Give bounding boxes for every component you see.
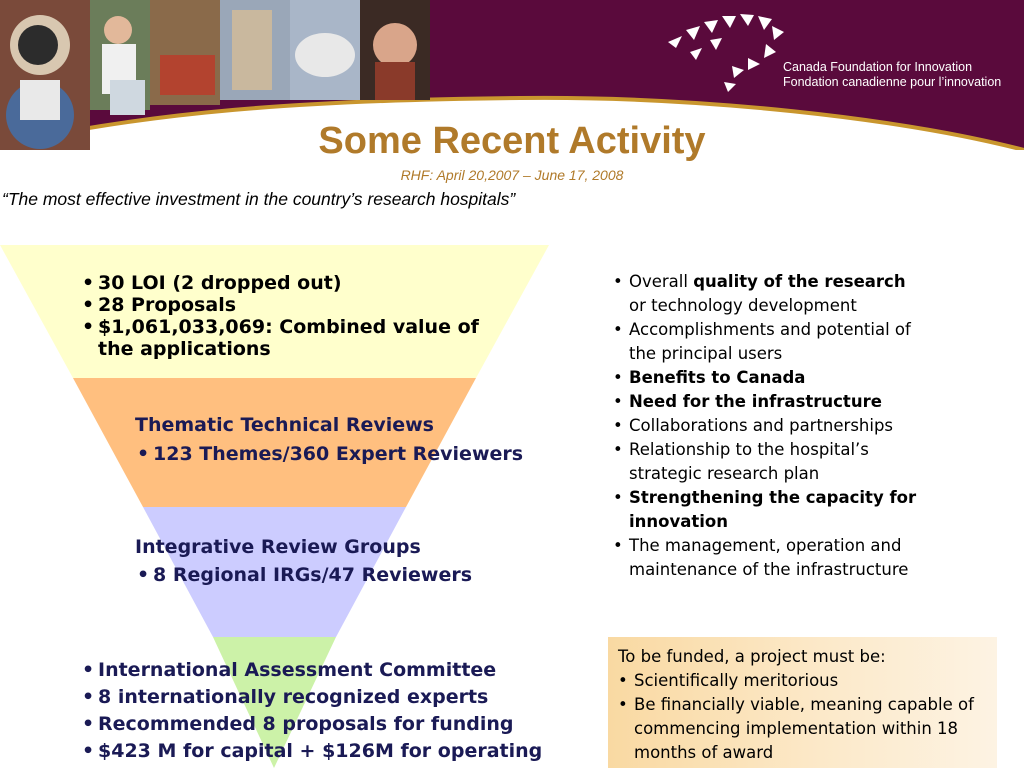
list-item: • Recommended 8 proposals for funding [82, 711, 602, 738]
list-item: • 28 Proposals [82, 294, 502, 316]
org-name-fr: Fondation canadienne pour l’innovation [783, 75, 1002, 89]
criteria-item: • Accomplishments and potential of the principal users [613, 318, 923, 366]
funnel-stage-1-list [82, 272, 502, 360]
funnel-stage-2-list [137, 443, 523, 465]
list-item: • 8 Regional IRGs/47 Reviewers [137, 564, 472, 586]
funnel-stage-4-list [82, 657, 602, 765]
funding-requirements-heading: To be funded, a project must be: [618, 647, 886, 666]
funding-requirements-list [618, 669, 987, 765]
list-item: • $1,061,033,069: Combined value of the applications [82, 316, 502, 360]
quote: “The most effective investment in the country’s research hospitals” [2, 189, 516, 209]
list-item: • Be financially viable, meaning capable of commencing implementation within 18 months of award [618, 693, 987, 765]
page-title: Some Recent Activity [318, 120, 706, 162]
list-item: • 30 LOI (2 dropped out) [82, 272, 502, 294]
org-name [783, 60, 1001, 90]
criteria-item: • The management, operation and maintenance of the infrastructure [613, 534, 923, 582]
criteria-item: • Need for the infrastructure [613, 390, 923, 414]
page-subtitle: RHF: April 20,2007 – June 17, 2008 [400, 167, 624, 183]
list-item: • $423 M for capital + $126M for operating [82, 738, 602, 765]
funnel-stage-2-title: Thematic Technical Reviews [135, 414, 434, 436]
criteria-item: • Relationship to the hospital’s strategic research plan [613, 438, 923, 486]
criteria-item: • Strengthening the capacity for innovation [613, 486, 923, 534]
criteria-item: • Collaborations and partnerships [613, 414, 923, 438]
funding-requirements-box [608, 637, 997, 768]
criteria-item: • Benefits to Canada [613, 366, 923, 390]
list-item: • Scientifically meritorious [618, 669, 987, 693]
list-item: • 123 Themes/360 Expert Reviewers [137, 443, 523, 465]
funnel-stage-3-list [137, 564, 472, 586]
list-item: • 8 internationally recognized experts [82, 684, 602, 711]
list-item: • International Assessment Committee [82, 657, 602, 684]
criteria-list [613, 270, 923, 582]
criteria-item: • Overall quality of the research or technology development [613, 270, 923, 318]
org-name-en: Canada Foundation for Innovation [783, 60, 973, 74]
funnel-stage-3-title: Integrative Review Groups [135, 536, 421, 558]
